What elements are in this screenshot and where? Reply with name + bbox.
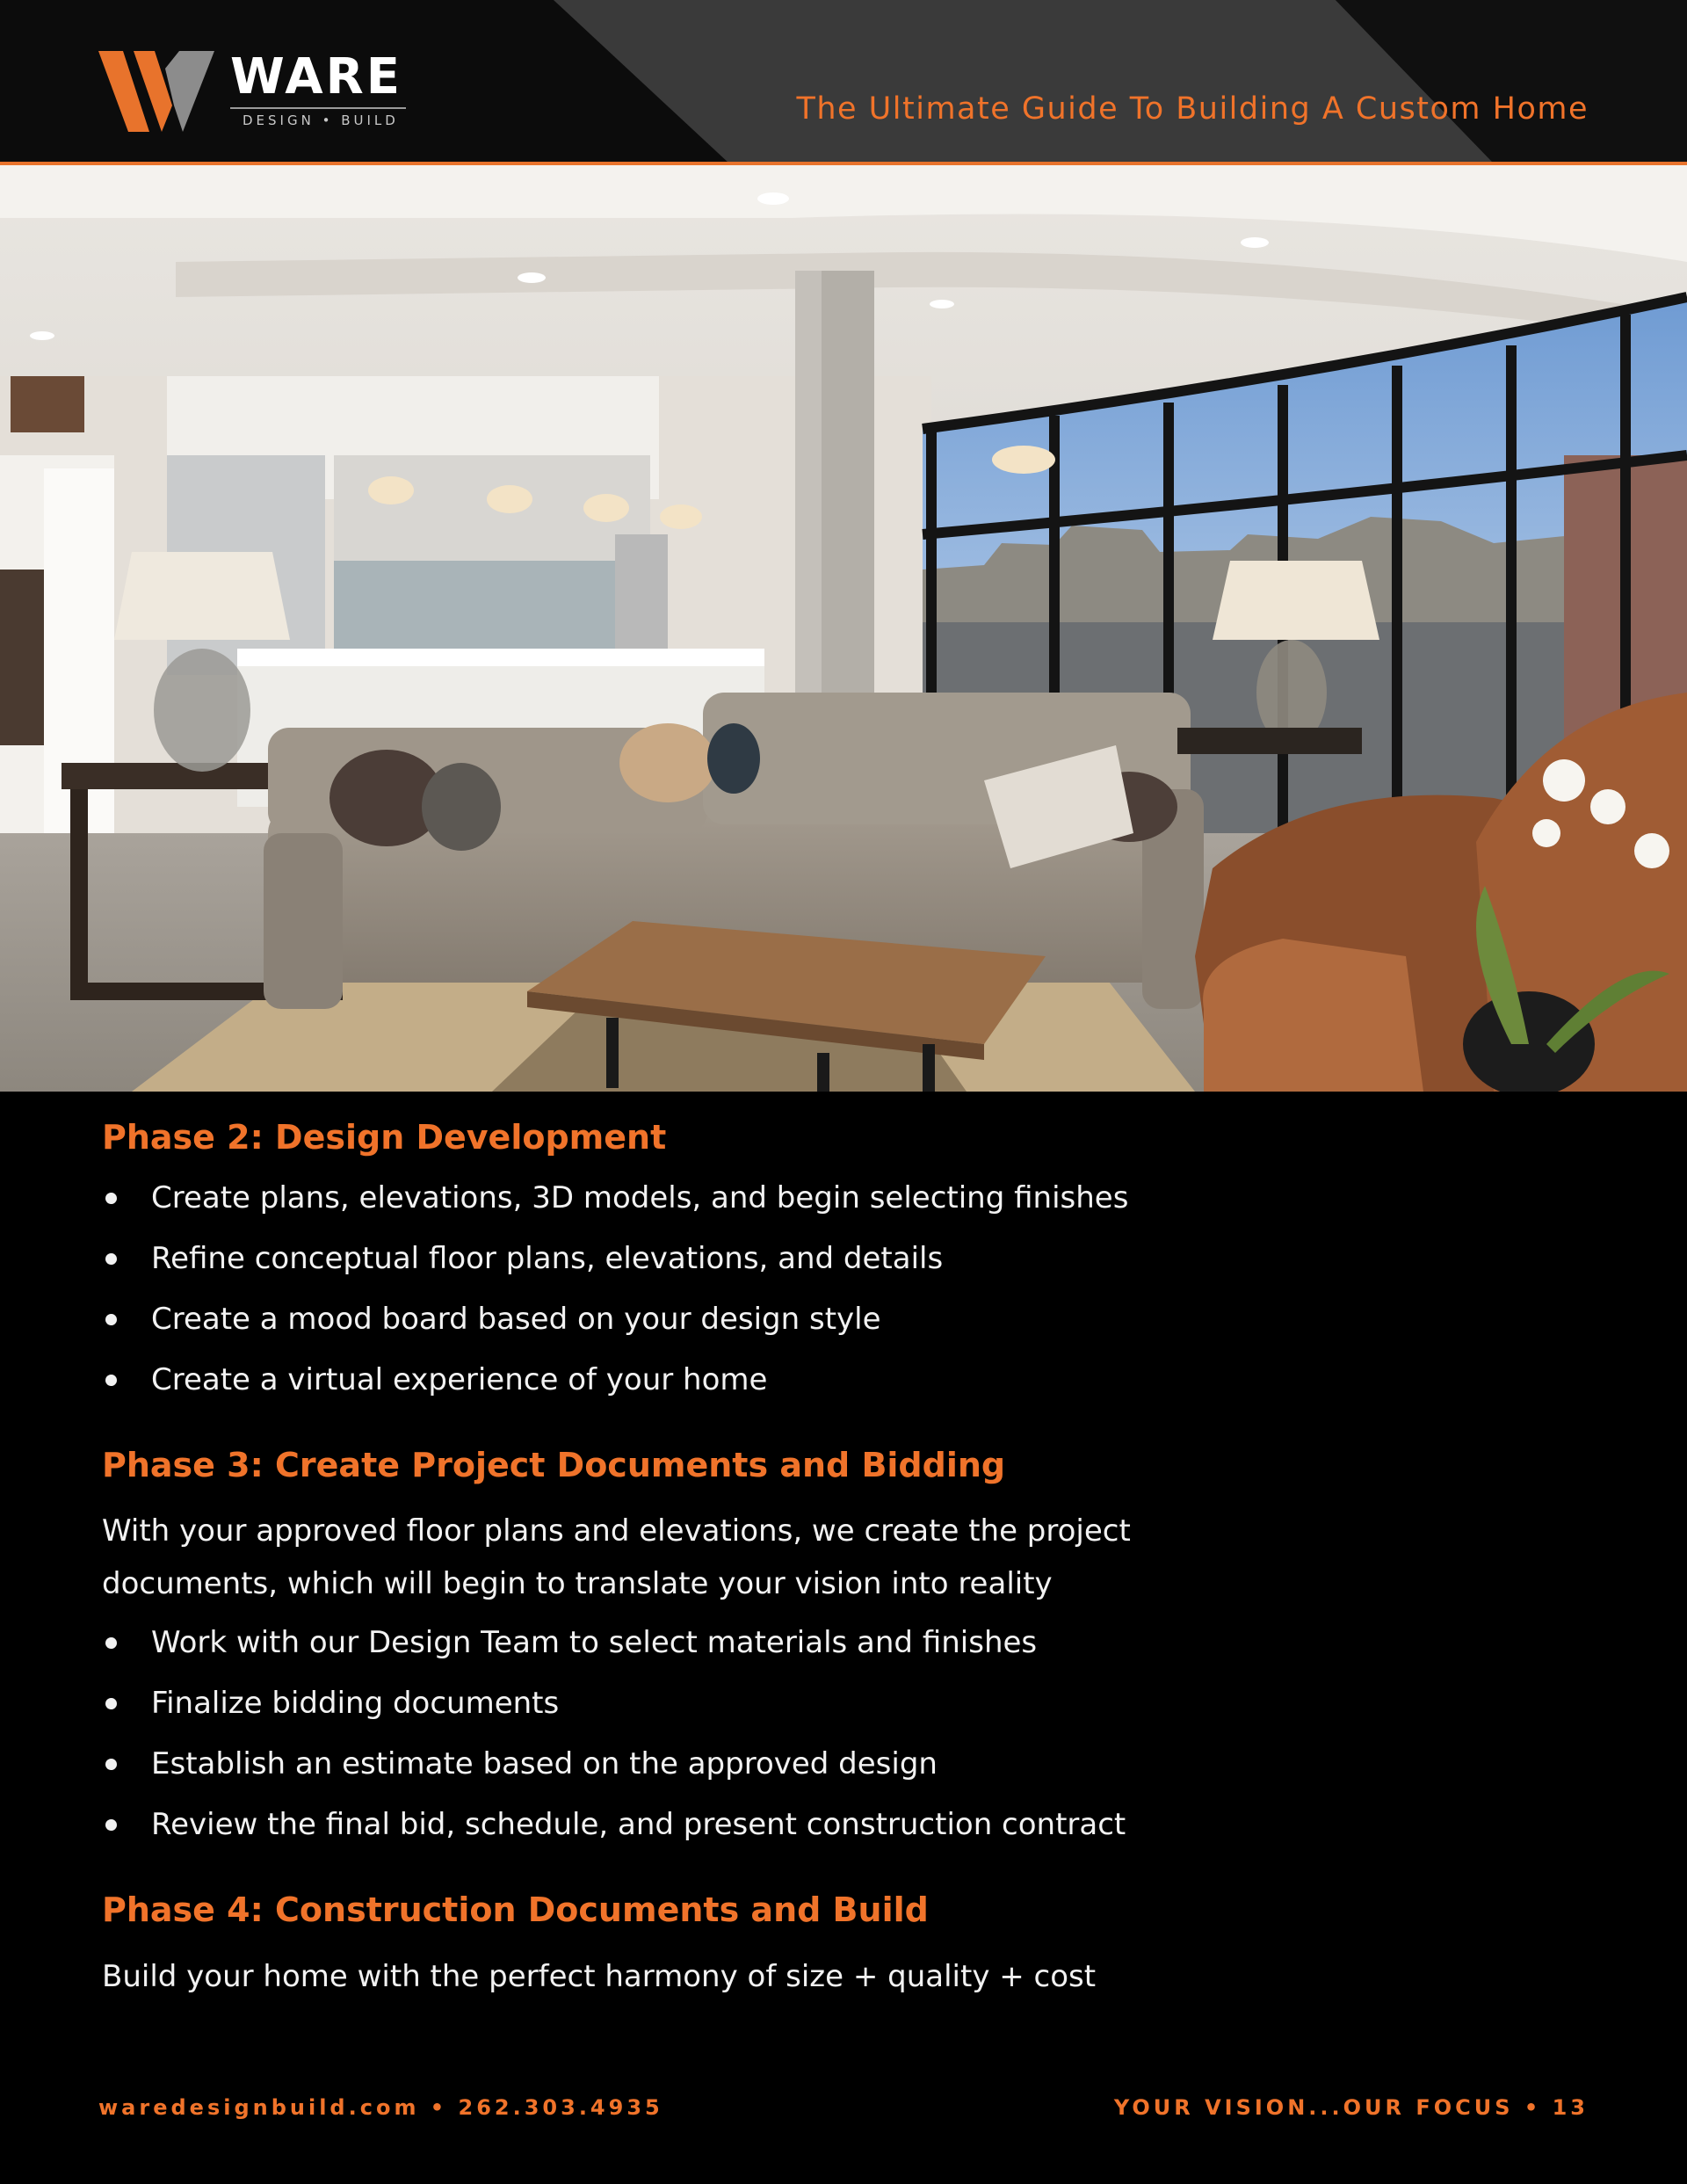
bullet-icon (105, 1819, 117, 1831)
footer-contact[interactable]: waredesignbuild.com • 262.303.4935 (98, 2095, 663, 2120)
bullet-list (102, 1178, 1596, 1400)
bullet-icon (105, 1375, 117, 1386)
living-room-illustration (0, 165, 1687, 1092)
list-item-text: Create a mood board based on your design style (151, 1301, 881, 1337)
phase-3-section (102, 1446, 1596, 1846)
list-item (102, 1299, 1596, 1339)
list-item (102, 1622, 1596, 1663)
bullet-icon (105, 1314, 117, 1325)
list-item (102, 1744, 1596, 1784)
page-header (0, 0, 1687, 163)
list-item-text: Create plans, elevations, 3D models, and begin selecting finishes (151, 1179, 1129, 1215)
list-item-text: Review the final bid, schedule, and present construction contract (151, 1807, 1126, 1843)
brand-name: WARE (230, 48, 402, 105)
w-monogram-icon (98, 51, 214, 132)
hero-photo-living-room (0, 165, 1687, 1092)
bullet-icon (105, 1698, 117, 1709)
bullet-list (102, 1622, 1596, 1845)
bullet-icon (105, 1193, 117, 1204)
guide-title: The Ultimate Guide To Building A Custom Home (796, 91, 1589, 127)
list-item (102, 1683, 1596, 1723)
bullet-icon (105, 1253, 117, 1265)
list-item-text: Work with our Design Team to select materials and finishes (151, 1625, 1038, 1661)
list-item-text: Refine conceptual floor plans, elevations, and details (151, 1240, 944, 1276)
footer-slogan-page-number: YOUR VISION...OUR FOCUS • 13 (1113, 2095, 1589, 2120)
logo-divider (230, 107, 406, 109)
list-item (102, 1804, 1596, 1845)
phases-content (102, 1118, 1596, 2049)
phase-description: With your approved floor plans and elevations, we create the project documents, which will begin to translate your vision into reality (102, 1513, 1131, 1602)
bullet-icon (105, 1637, 117, 1649)
phase-heading: Phase 4: Construction Documents and Build (102, 1890, 929, 1930)
brand-tagline: DESIGN • BUILD (243, 112, 399, 128)
list-item (102, 1238, 1596, 1279)
phase-2-section (102, 1118, 1596, 1400)
list-item-text: Finalize bidding documents (151, 1686, 560, 1722)
brand-logo[interactable] (98, 48, 406, 132)
phase-heading: Phase 3: Create Project Documents and Bidding (102, 1445, 1006, 1484)
list-item (102, 1360, 1596, 1400)
list-item-text: Create a virtual experience of your home (151, 1361, 768, 1397)
phase-heading: Phase 2: Design Development (102, 1118, 667, 1157)
bullet-icon (105, 1759, 117, 1770)
phase-description: Build your home with the perfect harmony of size + quality + cost (102, 1958, 1097, 1994)
list-item-text: Establish an estimate based on the approved design (151, 1746, 938, 1782)
list-item (102, 1178, 1596, 1218)
phase-4-section (102, 1890, 1596, 2003)
